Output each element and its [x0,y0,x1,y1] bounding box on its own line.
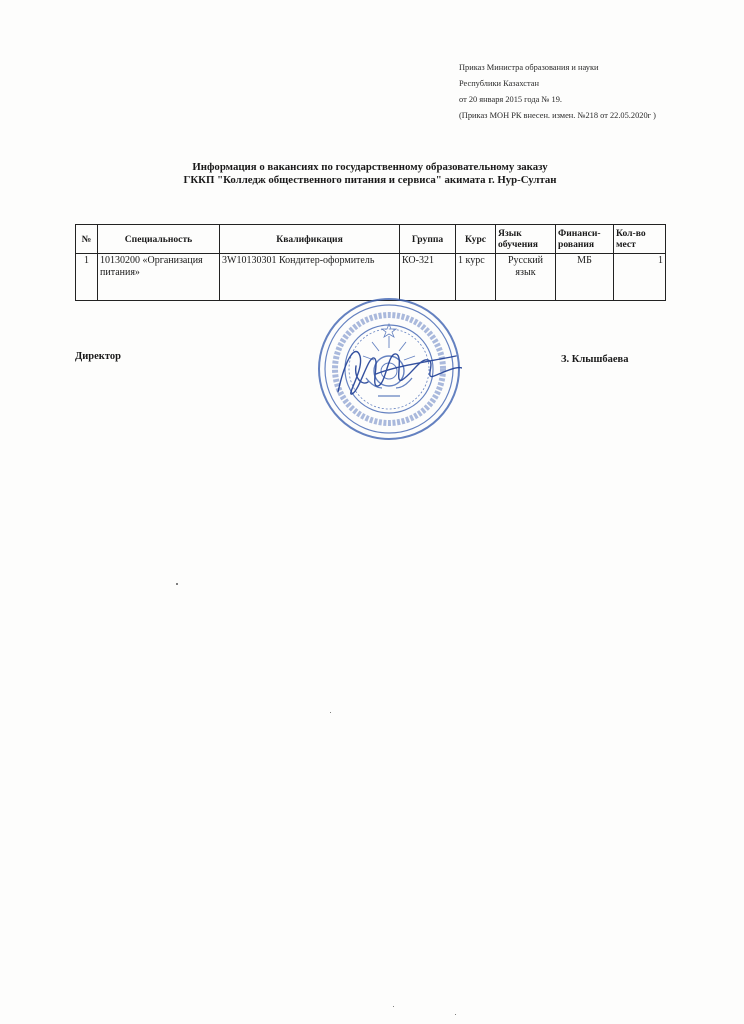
cell-specialty: 10130200 «Организация питания» [98,254,220,301]
cell-language: Русский язык [496,254,556,301]
official-seal-icon [316,296,462,442]
order-reference-line: от 20 января 2015 года № 19. [459,95,562,104]
header-group: Группа [400,225,456,254]
title-line-2: ГККП "Колледж общественного питания и сервиса" акимата г. Нур-Султан [183,174,557,186]
cell-group: КО-321 [400,254,456,301]
cell-financing: МБ [556,254,614,301]
title-line-1: Информация о вакансиях по государственному образовательному заказу [192,161,548,173]
header-specialty: Специальность [98,225,220,254]
signer-position: Директор [75,351,121,362]
document-title [60,161,680,187]
cell-course: 1 курс [456,254,496,301]
order-reference-line: (Приказ МОН РК внесен. измен. №218 от 22.05.2020г ) [459,111,656,120]
header-financing: Финанси-рования [556,225,614,254]
header-qualification: Квалификация [220,225,400,254]
header-count: Кол-во мест [614,225,666,254]
order-reference [459,60,729,124]
table-header-row [76,225,666,254]
cell-count: 1 [614,254,666,301]
vacancy-table [75,224,666,301]
header-num: № [76,225,98,254]
header-language: Язык обучения [496,225,556,254]
order-reference-line: Приказ Министра образования и науки [459,63,599,72]
order-reference-line: Республики Казахстан [459,79,539,88]
signer-name: З. Клышбаева [561,354,629,365]
table-row [76,254,666,301]
cell-qualification: 3W10130301 Кондитер-оформитель [220,254,400,301]
header-course: Курс [456,225,496,254]
cell-num: 1 [76,254,98,301]
